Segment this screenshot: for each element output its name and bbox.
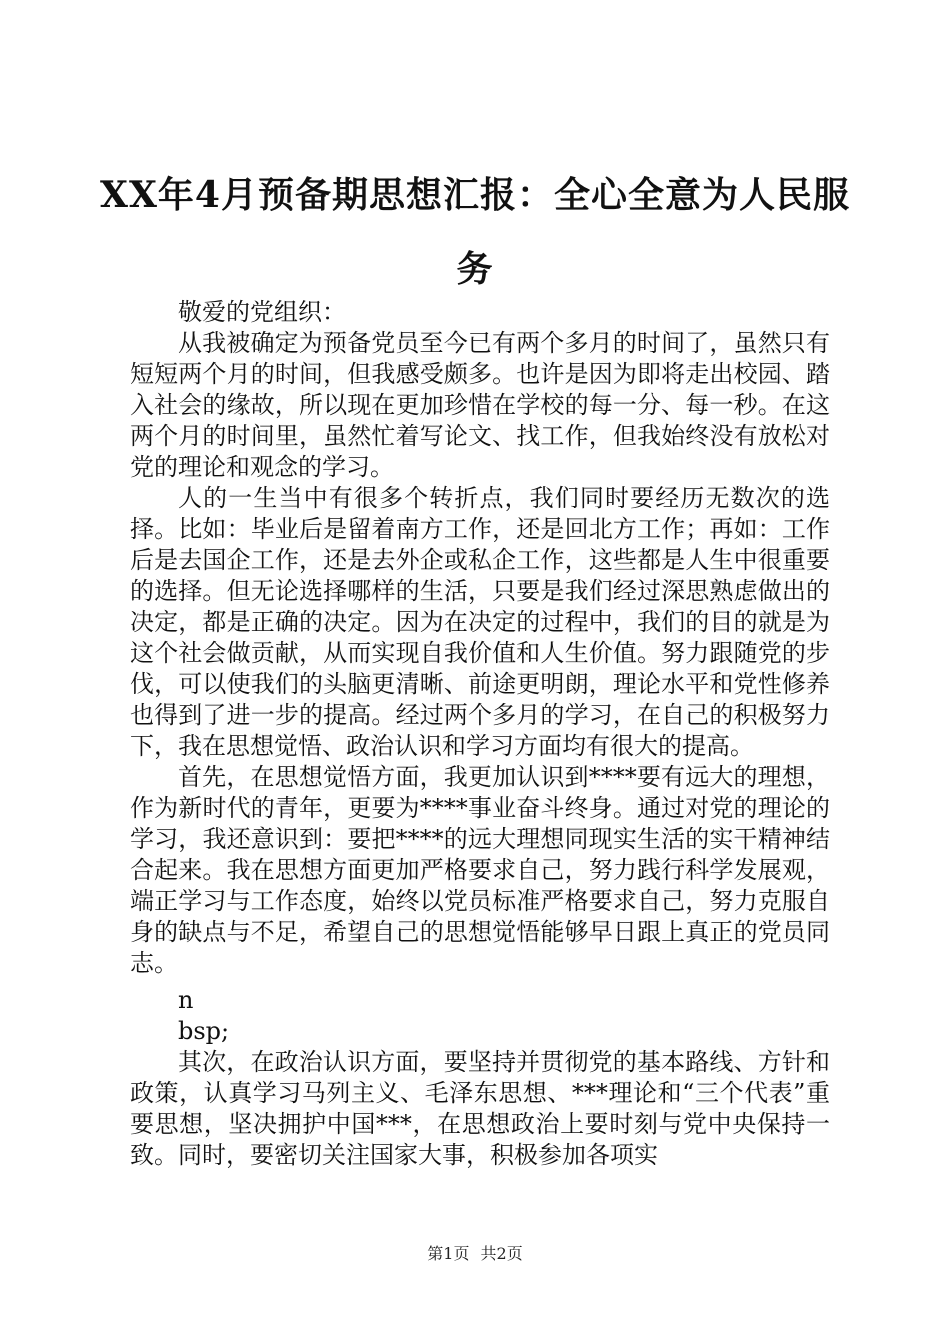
page-total: 共2页 (480, 1244, 523, 1263)
page-footer (0, 1241, 950, 1264)
salutation: 敬爱的党组织： (178, 298, 346, 326)
paragraph: 人的一生当中有很多个转折点，我们同时要经历无数次的选择。比如：毕业后是留着南方工作，还是回北方工作；再如：工作后是去国企工作，还是去外企或私企工作，这些都是人生中很重要的选择。但无论选择哪样的生活，只要是我们经过深思熟虑做出的决定，都是正确的决定。因为在决定的过程中，我们的目的就是为这个社会做贡献，从而实现自我价值和人生价值。努力跟随党的步伐，可以使我们的头脑更清晰、前途更明朗，理论水平和党性修养也得到了进一步的提高。经过两个多月的学习，在自己的积极努力下，我在思想觉悟、政治认识和学习方面均有很大的提高。 (130, 484, 830, 760)
paragraph: 首先，在思想觉悟方面，我更加认识到****要有远大的理想，作为新时代的青年，更要为****事业奋斗终身。通过对党的理论的学习，我还意识到：要把****的远大理想同现实生活的实干精神结合起来。我在思想方面更加严格要求自己，努力践行科学发展观，端正学习与工作态度，始终以党员标准严格要求自己，努力克服自身的缺点与不足，希望自己的思想觉悟能够早日跟上真正的党员同志。 (130, 763, 830, 977)
page-number: 第1页 (427, 1244, 470, 1263)
stray-text: bsp; (178, 1017, 230, 1045)
paragraph: 其次，在政治认识方面，要坚持并贯彻党的基本路线、方针和政策，认真学习马列主义、毛泽东思想、***理论和“三个代表”重要思想，坚决拥护中国***，在思想政治上要时刻与党中央保持一致。同时，要密切关注国家大事，积极参加各项实 (130, 1048, 830, 1169)
paragraph: 从我被确定为预备党员至今已有两个多月的时间了，虽然只有短短两个月的时间，但我感受颇多。也许是因为即将走出校园、踏入社会的缘故，所以现在更加珍惜在学校的每一分、每一秒。在这两个月的时间里，虽然忙着写论文、找工作，但我始终没有放松对党的理论和观念的学习。 (130, 329, 830, 481)
document-title: XX年4月预备期思想汇报：全心全意为人民服务 (100, 174, 850, 290)
stray-text: n (178, 986, 194, 1014)
document-body (130, 297, 830, 1171)
